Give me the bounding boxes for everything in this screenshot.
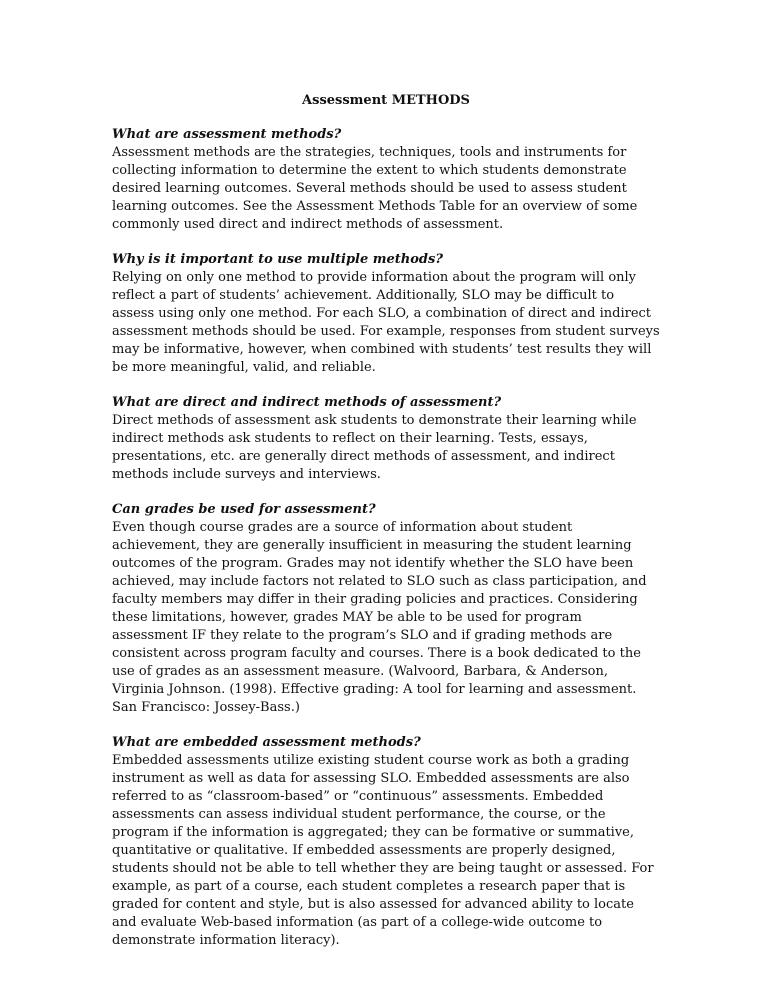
document-title: Assessment METHODS [302, 93, 470, 108]
section-multiple-methods [112, 251, 660, 377]
section-answer: Relying on only one method to provide information about the program will only reflect a part of students’ achievement. Additionally, SLO may be difficult to assess using only one method. For each SLO, a combination of direct and indirect assessment methods should be used. For example, responses from student surveys may be informative, however, when combined with students’ test results they will be more meaningful, valid, and reliable. [112, 270, 660, 375]
section-embedded [112, 734, 660, 950]
section-question: Can grades be used for assessment? [112, 502, 376, 517]
section-answer: Direct methods of assessment ask students to demonstrate their learning while indirect methods ask students to reflect on their learning. Tests, essays, presentations, etc. are generally direct methods of assessment, and indirect methods include surveys and interviews. [112, 413, 637, 482]
section-grades [112, 501, 660, 717]
section-answer: Assessment methods are the strategies, techniques, tools and instruments for collecting information to determine the extent to which students demonstrate desired learning outcomes. Several methods should be used to assess student learning outcomes. See the Assessment Methods Table for an overview of some commonly used direct and indirect methods of assessment. [112, 145, 638, 232]
section-answer: Embedded assessments utilize existing student course work as both a grading instrument as well as data for assessing SLO. Embedded assessments are also referred to as “classroom-based” or “continuous” assessments. Embedded assessments can assess individual student performance, the course, or the program if the information is aggregated; they can be formative or summative, quantitative or qualitative. If embedded assessments are properly designed, students should not be able to tell whether they are being taught or assessed. For example, as part of a course, each student completes a research paper that is graded for content and style, but is also assessed for advanced ability to locate and evaluate Web-based information (as part of a college-wide outcome to demonstrate information literacy). [112, 753, 654, 948]
section-assessment-methods [112, 126, 660, 234]
section-question: Why is it important to use multiple methods? [112, 252, 443, 267]
document-page [112, 92, 660, 967]
section-answer: Even though course grades are a source of information about student achievement, they are generally insufficient in measuring the student learning outcomes of the program. Grades may not identify whether the SLO have been achieved, may include factors not related to SLO such as class participation, and faculty members may differ in their grading policies and practices. Considering these limitations, however, grades MAY be able to be used for program assessment IF they relate to the program’s SLO and if grading methods are consistent across program faculty and courses. There is a book dedicated to the use of grades as an assessment measure. (Walvoord, Barbara, & Anderson, Virginia Johnson. (1998). Effective grading: A tool for learning and assessment. San Francisco: Jossey-Bass.) [112, 520, 647, 715]
section-question: What are embedded assessment methods? [112, 735, 421, 750]
section-question: What are direct and indirect methods of assessment? [112, 395, 502, 410]
section-direct-indirect [112, 394, 660, 484]
section-question: What are assessment methods? [112, 127, 342, 142]
